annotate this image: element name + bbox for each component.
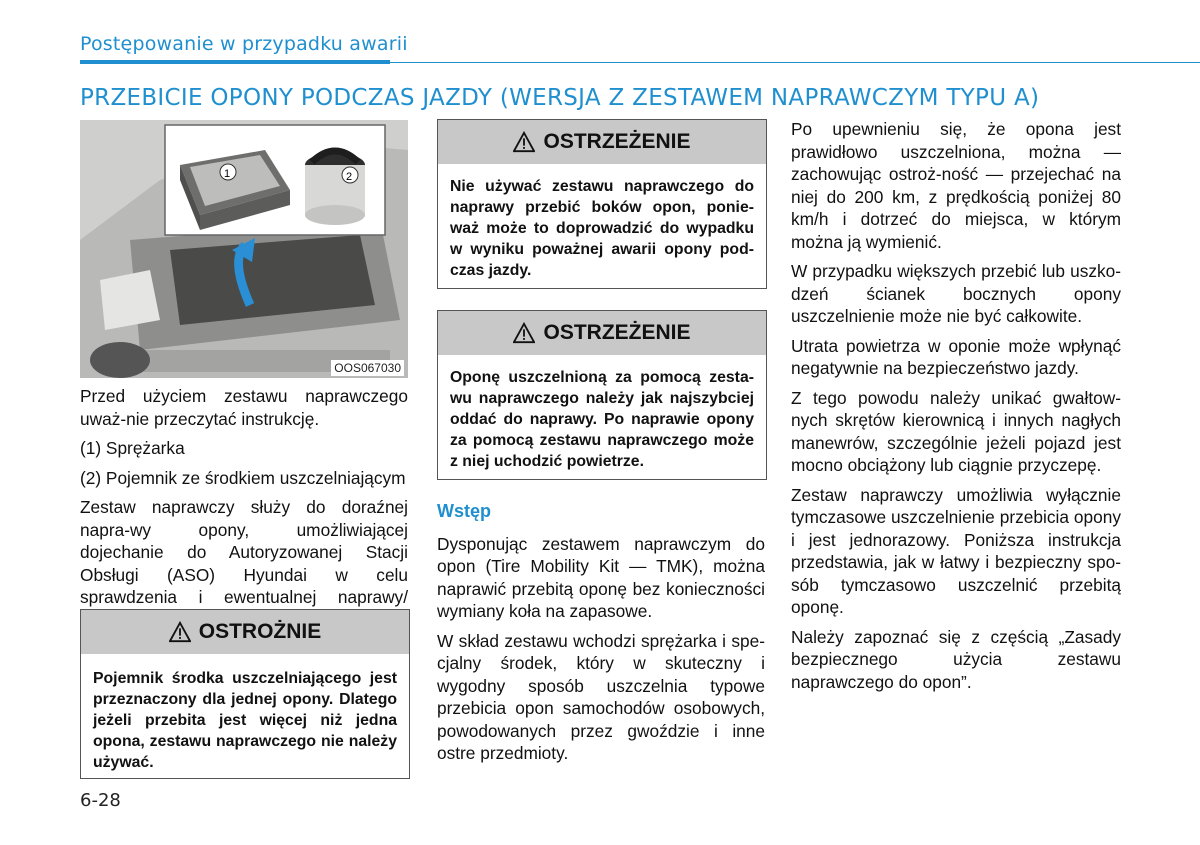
column-1 xyxy=(80,385,408,638)
column-3 xyxy=(791,118,1121,700)
warning-box-1 xyxy=(437,119,767,289)
caution-title: OSTROŻNIE xyxy=(198,620,322,643)
figure-code: OOS067030 xyxy=(331,360,404,376)
section-rule-thin xyxy=(390,62,1200,63)
paragraph: W skład zestawu wchodzi sprężarka i spe-cjalny środek, który w skuteczny i wygodny sposób uszczelnia typowe przebicia opon samochodów osobowych, powodowanych przez gwoździe i inne ostre przedmioty. xyxy=(437,630,765,763)
caution-header xyxy=(81,610,409,654)
page-title: PRZEBICIE OPONY PODCZAS JAZDY (WERSJA Z ZESTAWEM NAPRAWCZYM TYPU A) xyxy=(80,85,1040,111)
paragraph: Utrata powietrza w oponie może wpłynąć negatywnie na bezpieczeństwo jazdy. xyxy=(791,335,1121,378)
paragraph: Zestaw naprawczy umożliwia wyłącznie tymczasowe uszczelnienie przebicia opony i jest jednorazowy. Poniższa instrukcja przedstawia, jak w łatwy i bezpieczny spo-sób tymczasowo uszczelnić przebitą oponę. xyxy=(791,484,1121,617)
warning-header xyxy=(438,120,766,164)
paragraph: Dysponując zestawem naprawczym do opon (Tire Mobility Kit — TMK), można naprawić przebitą oponę bez konieczności wymiany koła na zapasowe. xyxy=(437,533,765,621)
warning-text: Oponę uszczelnioną za pomocą zesta-wu naprawczego należy jak najszybciej oddać do naprawy. Po naprawie opony za pomocą zestawu naprawczego może z niej uchodzić powietrze. xyxy=(450,369,754,470)
warning-header xyxy=(438,311,766,355)
subheading: Wstęp xyxy=(437,501,491,521)
paragraph: Przed użyciem zestawu naprawczego uważ-nie przeczytać instrukcję. xyxy=(80,386,408,429)
list-item: (2) Pojemnik ze środkiem uszczelniającym xyxy=(80,467,406,488)
warning-text: Nie używać zestawu naprawczego do naprawy przebić boków opon, ponie-waż może to doprowadzić do wypadku w wyniku poważnej awarii opony pod-czas jazdy. xyxy=(450,178,754,279)
column-2 xyxy=(437,500,765,772)
paragraph: Po upewnieniu się, że opona jest prawidłowo uszczelniona, można — zachowując ostroż-ność — przejechać na niej do 200 km, z prędkością poniżej 80 km/h i dotrzeć do miejsca, w którym można ją wymienić. xyxy=(791,119,1121,252)
paragraph: Z tego powodu należy unikać gwałtow-nych skrętów kierownicą i innych nagłych manewrów, szczególnie jeżeli pojazd jest mocno obciążony lub ciągnie przyczepę. xyxy=(791,387,1121,475)
list-item: (1) Sprężarka xyxy=(80,438,185,458)
warning-box-2 xyxy=(437,310,767,480)
paragraph: Zestaw naprawczy służy do doraźnej napra-wy opony, umożliwiającej dojechanie do Autoryzowanej Stacji Obsługi (ASO) Hyundai w celu sprawdzenia i ewentualnej naprawy/ xyxy=(80,497,408,607)
section-header: Postępowanie w przypadku awarii xyxy=(80,33,408,55)
car-trunk-drawing xyxy=(80,120,408,378)
section-rule xyxy=(80,60,390,64)
caution-text: Pojemnik środka uszczelniającego jest przeznaczony dla jednej opony. Dlatego jeżeli przebita jest więcej niż jedna opona, zestawu naprawczego nie należy używać. xyxy=(93,670,397,771)
warning-triangle-icon xyxy=(513,322,535,344)
caution-box xyxy=(80,609,410,779)
warning-title: OSTRZEŻENIE xyxy=(543,321,691,344)
warning-title: OSTRZEŻENIE xyxy=(543,130,691,153)
callout-2: 2 xyxy=(346,171,353,183)
callout-1: 1 xyxy=(224,168,231,180)
trunk-illustration xyxy=(80,120,408,378)
page-number: 6-28 xyxy=(80,790,121,811)
paragraph: W przypadku większych przebić lub uszko-dzeń ścianek bocznych opony uszczelnienie może nie być całkowite. xyxy=(791,261,1121,326)
warning-triangle-icon xyxy=(169,621,191,643)
paragraph: Należy zapoznać się z częścią „Zasady bezpiecznego użycia zestawu naprawczego do opon”. xyxy=(791,626,1121,692)
warning-triangle-icon xyxy=(513,131,535,153)
